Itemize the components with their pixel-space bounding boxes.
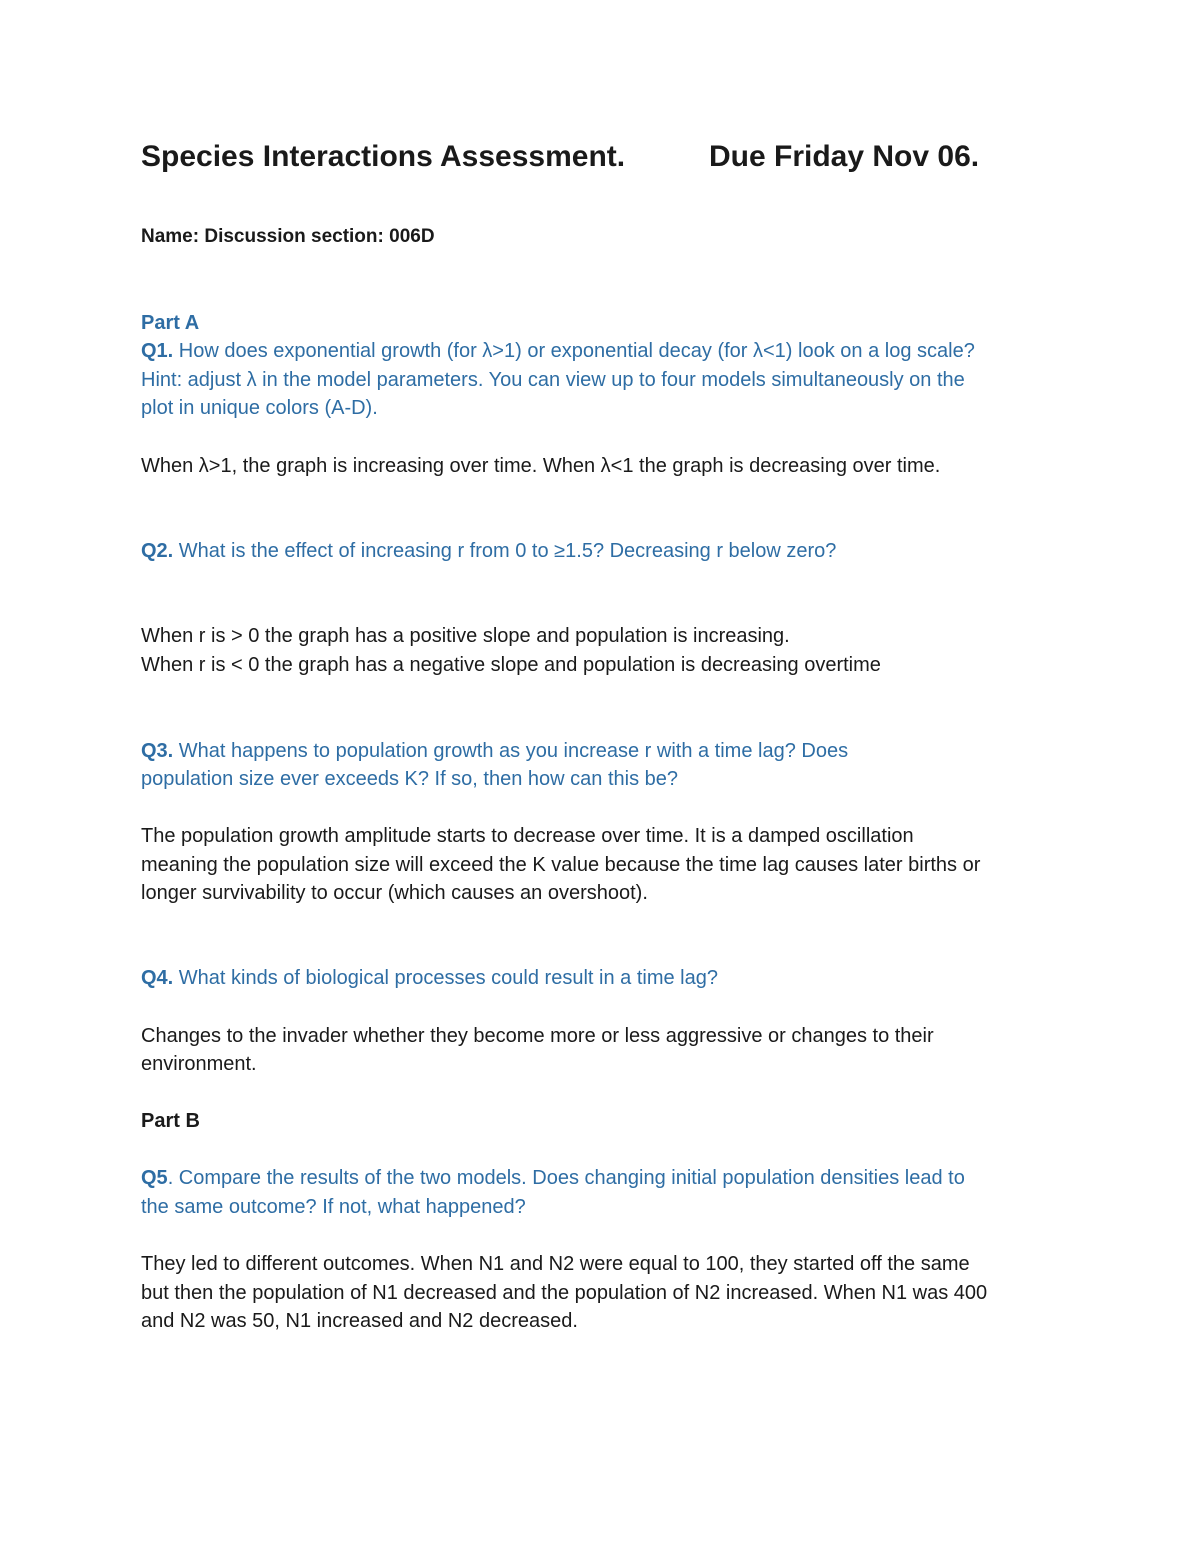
q2-text: What is the effect of increasing r from 0 to ≥1.5? Decreasing r below zero? [173,540,837,562]
q2-answer-line-1: When r is > 0 the graph has a positive slope and population is increasing. [141,625,790,647]
q3-answer-line-3: longer survivability to occur (which causes an overshoot). [141,882,648,904]
q5-answer-line-1: They led to different outcomes. When N1 and N2 were equal to 100, they started off the same [141,1253,970,1275]
q1-question-line-1 [141,337,975,366]
q1-answer: When λ>1, the graph is increasing over time. When λ<1 the graph is decreasing over time. [141,455,941,477]
q4-label: Q4. [141,967,174,989]
q4-answer-line-2: environment. [141,1053,257,1075]
q3-question-line-2: population size ever exceeds K? If so, then how can this be? [141,768,679,790]
q2-question-line-1 [141,537,836,566]
q1-question-line-3: plot in unique colors (A-D). [141,397,378,419]
q5-text: . Compare the results of the two models. Does changing initial population densities lead to [167,1167,965,1189]
q3-answer-line-1: The population growth amplitude starts to decrease over time. It is a damped oscillation [141,825,914,847]
part-b-heading: Part B [141,1110,200,1132]
q5-question-line-2: the same outcome? If not, what happened? [141,1196,526,1218]
part-a-heading: Part A [141,312,200,334]
q3-text: What happens to population growth as you increase r with a time lag? Does [173,740,849,762]
q2-label: Q2. [141,540,174,562]
q3-label: Q3. [141,740,174,762]
due-date: Due Friday Nov 06. [709,140,980,173]
q5-label: Q5 [141,1167,168,1189]
q4-answer-line-1: Changes to the invader whether they become more or less aggressive or changes to their [141,1025,934,1047]
q1-text: How does exponential growth (for λ>1) or exponential decay (for λ<1) look on a log scale? [173,340,975,362]
document-title [141,140,1071,174]
q3-question-line-1 [141,737,848,766]
q5-answer-line-2: but then the population of N1 decreased and the population of N2 increased. When N1 was 400 [141,1282,988,1304]
assessment-title: Species Interactions Assessment. [141,140,626,173]
q5-answer-line-3: and N2 was 50, N1 increased and N2 decreased. [141,1310,578,1332]
name-section-line: Name: Discussion section: 006D [141,226,435,247]
q5-question-line-1 [141,1164,965,1193]
q3-answer-line-2: meaning the population size will exceed the K value because the time lag causes later births or [141,854,981,876]
q2-answer-line-2: When r is < 0 the graph has a negative slope and population is decreasing overtime [141,654,881,676]
q4-question-line-1 [141,964,718,993]
q4-text: What kinds of biological processes could result in a time lag? [173,967,718,989]
q1-label: Q1. [141,340,174,362]
q1-question-line-2: Hint: adjust λ in the model parameters. You can view up to four models simultaneously on the [141,369,965,391]
